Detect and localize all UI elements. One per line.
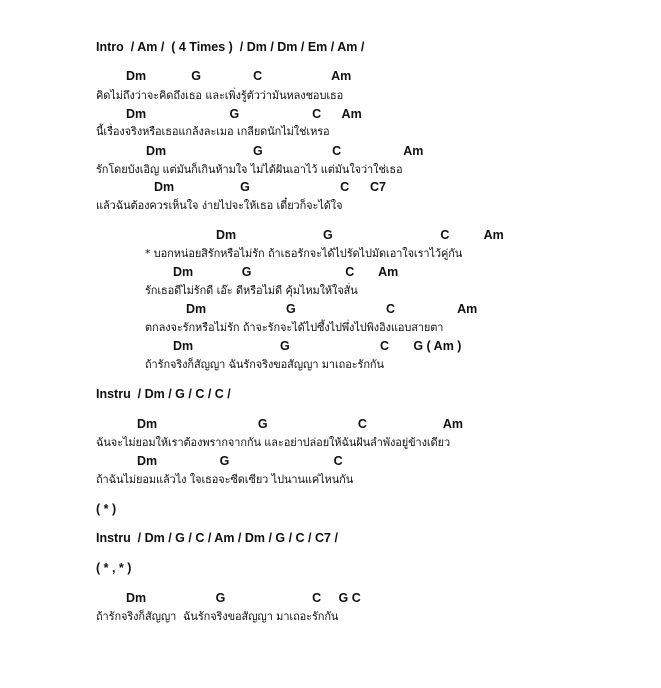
intro-line: Intro / Am / ( 4 Times ) / Dm / Dm / Em / Am /: [96, 40, 365, 54]
chord-line: Dm G C Am: [137, 417, 463, 431]
chorus-lyric-line: ตกลงจะรักหรือไม่รัก ถ้าจะรักจะได้ไปซึ้งไปพึ่งไปพิงอิงแอบสายตา: [145, 321, 444, 334]
lyric-line: นี้เรื่องจริงหรือเธอแกล้งละเมอ เกลียดนักไม่ใช่เหรอ: [96, 125, 330, 138]
lyric-line: ถ้าฉันไม่ยอมแล้วไง ใจเธอจะซีดเซียว ไปนานแค่ไหนกัน: [96, 473, 354, 486]
chorus-repeat-marker: ( * ): [96, 502, 117, 516]
chorus-lyric-line: ถ้ารักจริงก็สัญญา ฉันรักจริงขอสัญญา มาเถอะรักกัน: [145, 358, 384, 371]
chord-line: Dm G C G C: [126, 591, 361, 605]
lyric-line: รักโดยบังเอิญ แต่มันก็เกินห้ามใจ ไม่ได้ฝันเอาไว้ แต่มันใจว่าใช่เธอ: [96, 163, 403, 176]
chorus-lyric-line: * บอกหน่อยสิรักหรือไม่รัก ถ้าเธอรักจะได้ไปรัดไปมัดเอาใจเราไว้คู่กัน: [145, 247, 463, 260]
chord-line: Dm G C Am: [186, 302, 478, 316]
chord-line: Dm G C Am: [216, 228, 504, 242]
chord-line: Dm G C Am: [173, 265, 399, 279]
lyric-line: ฉันจะไม่ยอมให้เราต้องพรากจากกัน และอย่าปล่อยให้ฉันฝันลำพังอยู่ข้างเดียว: [96, 436, 451, 449]
chord-line: Dm G C G ( Am ): [173, 339, 462, 353]
chorus-lyric-line: รักเธอดีไม่รักดี เอ๊ะ ดีหรือไม่ดี คุ้มไหมให้ใจสั่น: [145, 284, 358, 297]
instru-line: Instru / Dm / G / C / C /: [96, 387, 231, 401]
chord-line: Dm G C C7: [154, 180, 386, 194]
chord-line: Dm G C Am: [126, 107, 362, 121]
chorus-repeat-marker: ( * , * ): [96, 561, 132, 575]
chord-line: Dm G C Am: [126, 69, 352, 83]
chord-line: Dm G C: [137, 454, 343, 468]
instru-line: Instru / Dm / G / C / Am / Dm / G / C / C7 /: [96, 531, 338, 545]
chord-line: Dm G C Am: [146, 144, 424, 158]
lyric-line: แล้วฉันต้องควรเห็นใจ ง่ายไปจะให้เธอ เดี๋ยวก็จะได้ใจ: [96, 199, 343, 212]
lyric-line: คิดไม่ถึงว่าจะคิดถึงเธอ และเพิ่งรู้ตัวว่ามันหลงชอบเธอ: [96, 89, 344, 102]
lyric-line: ถ้ารักจริงก็สัญญา ฉันรักจริงขอสัญญา มาเถอะรักกัน: [96, 610, 339, 623]
